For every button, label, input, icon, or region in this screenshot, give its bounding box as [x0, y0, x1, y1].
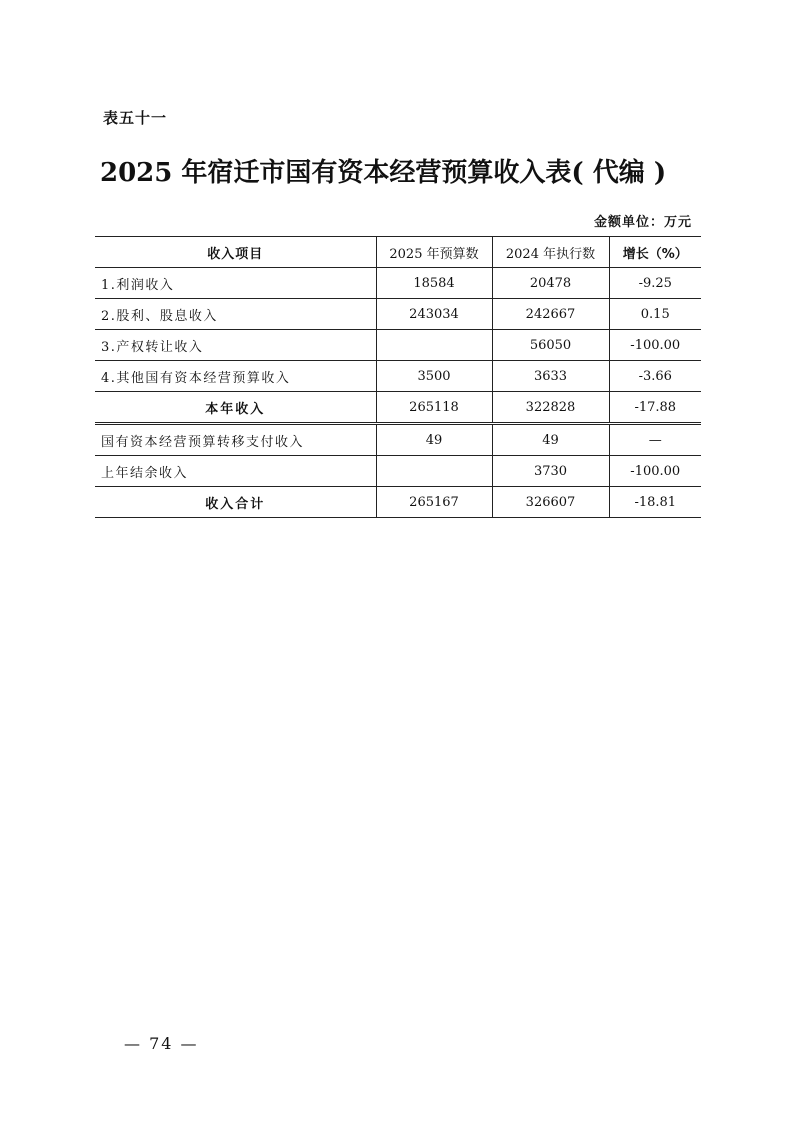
row-actual-2024: 49	[492, 424, 609, 456]
row-growth: 0.15	[609, 299, 701, 330]
table-row	[95, 456, 701, 487]
row-budget-2025: 243034	[376, 299, 492, 330]
row-budget-2025	[376, 330, 492, 361]
row-item: 4.其他国有资本经营预算收入	[95, 361, 376, 392]
row-budget-2025	[376, 456, 492, 487]
table-header-row	[95, 237, 701, 268]
header-item: 收入项目	[95, 237, 376, 268]
unit-label: 金额单位：万元	[593, 215, 692, 230]
row-actual-2024: 3730	[492, 456, 609, 487]
row-item: 2.股利、股息收入	[95, 299, 376, 330]
row-budget-2025: 18584	[376, 268, 492, 299]
row-growth: -18.81	[609, 487, 701, 518]
page-title: 2025 年宿迁市国有资本经营预算收入表( 代编 )	[100, 158, 667, 188]
row-item: 国有资本经营预算转移支付收入	[95, 424, 376, 456]
row-growth: -3.66	[609, 361, 701, 392]
row-actual-2024: 322828	[492, 392, 609, 424]
row-growth: -9.25	[609, 268, 701, 299]
row-item: 本年收入	[95, 392, 376, 424]
header-budget-2025: 2025 年预算数	[376, 237, 492, 268]
row-budget-2025: 49	[376, 424, 492, 456]
header-growth: 增长（%）	[609, 237, 701, 268]
row-item: 上年结余收入	[95, 456, 376, 487]
row-item: 3.产权转让收入	[95, 330, 376, 361]
table-row	[95, 330, 701, 361]
row-growth: -100.00	[609, 456, 701, 487]
header-actual-2024: 2024 年执行数	[492, 237, 609, 268]
total-row	[95, 487, 701, 518]
row-actual-2024: 242667	[492, 299, 609, 330]
row-growth: -100.00	[609, 330, 701, 361]
table-row	[95, 424, 701, 456]
row-actual-2024: 56050	[492, 330, 609, 361]
row-budget-2025: 265118	[376, 392, 492, 424]
row-item: 1.利润收入	[95, 268, 376, 299]
row-budget-2025: 265167	[376, 487, 492, 518]
row-actual-2024: 326607	[492, 487, 609, 518]
revenue-table	[95, 236, 701, 518]
row-growth: —	[609, 424, 701, 456]
table-row	[95, 299, 701, 330]
table-row	[95, 268, 701, 299]
row-budget-2025: 3500	[376, 361, 492, 392]
row-item: 收入合计	[95, 487, 376, 518]
table-label: 表五十一	[103, 109, 168, 127]
row-growth: -17.88	[609, 392, 701, 424]
page-number: — 74 —	[124, 1034, 199, 1053]
table-row	[95, 361, 701, 392]
row-actual-2024: 3633	[492, 361, 609, 392]
row-actual-2024: 20478	[492, 268, 609, 299]
subtotal-row	[95, 392, 701, 424]
